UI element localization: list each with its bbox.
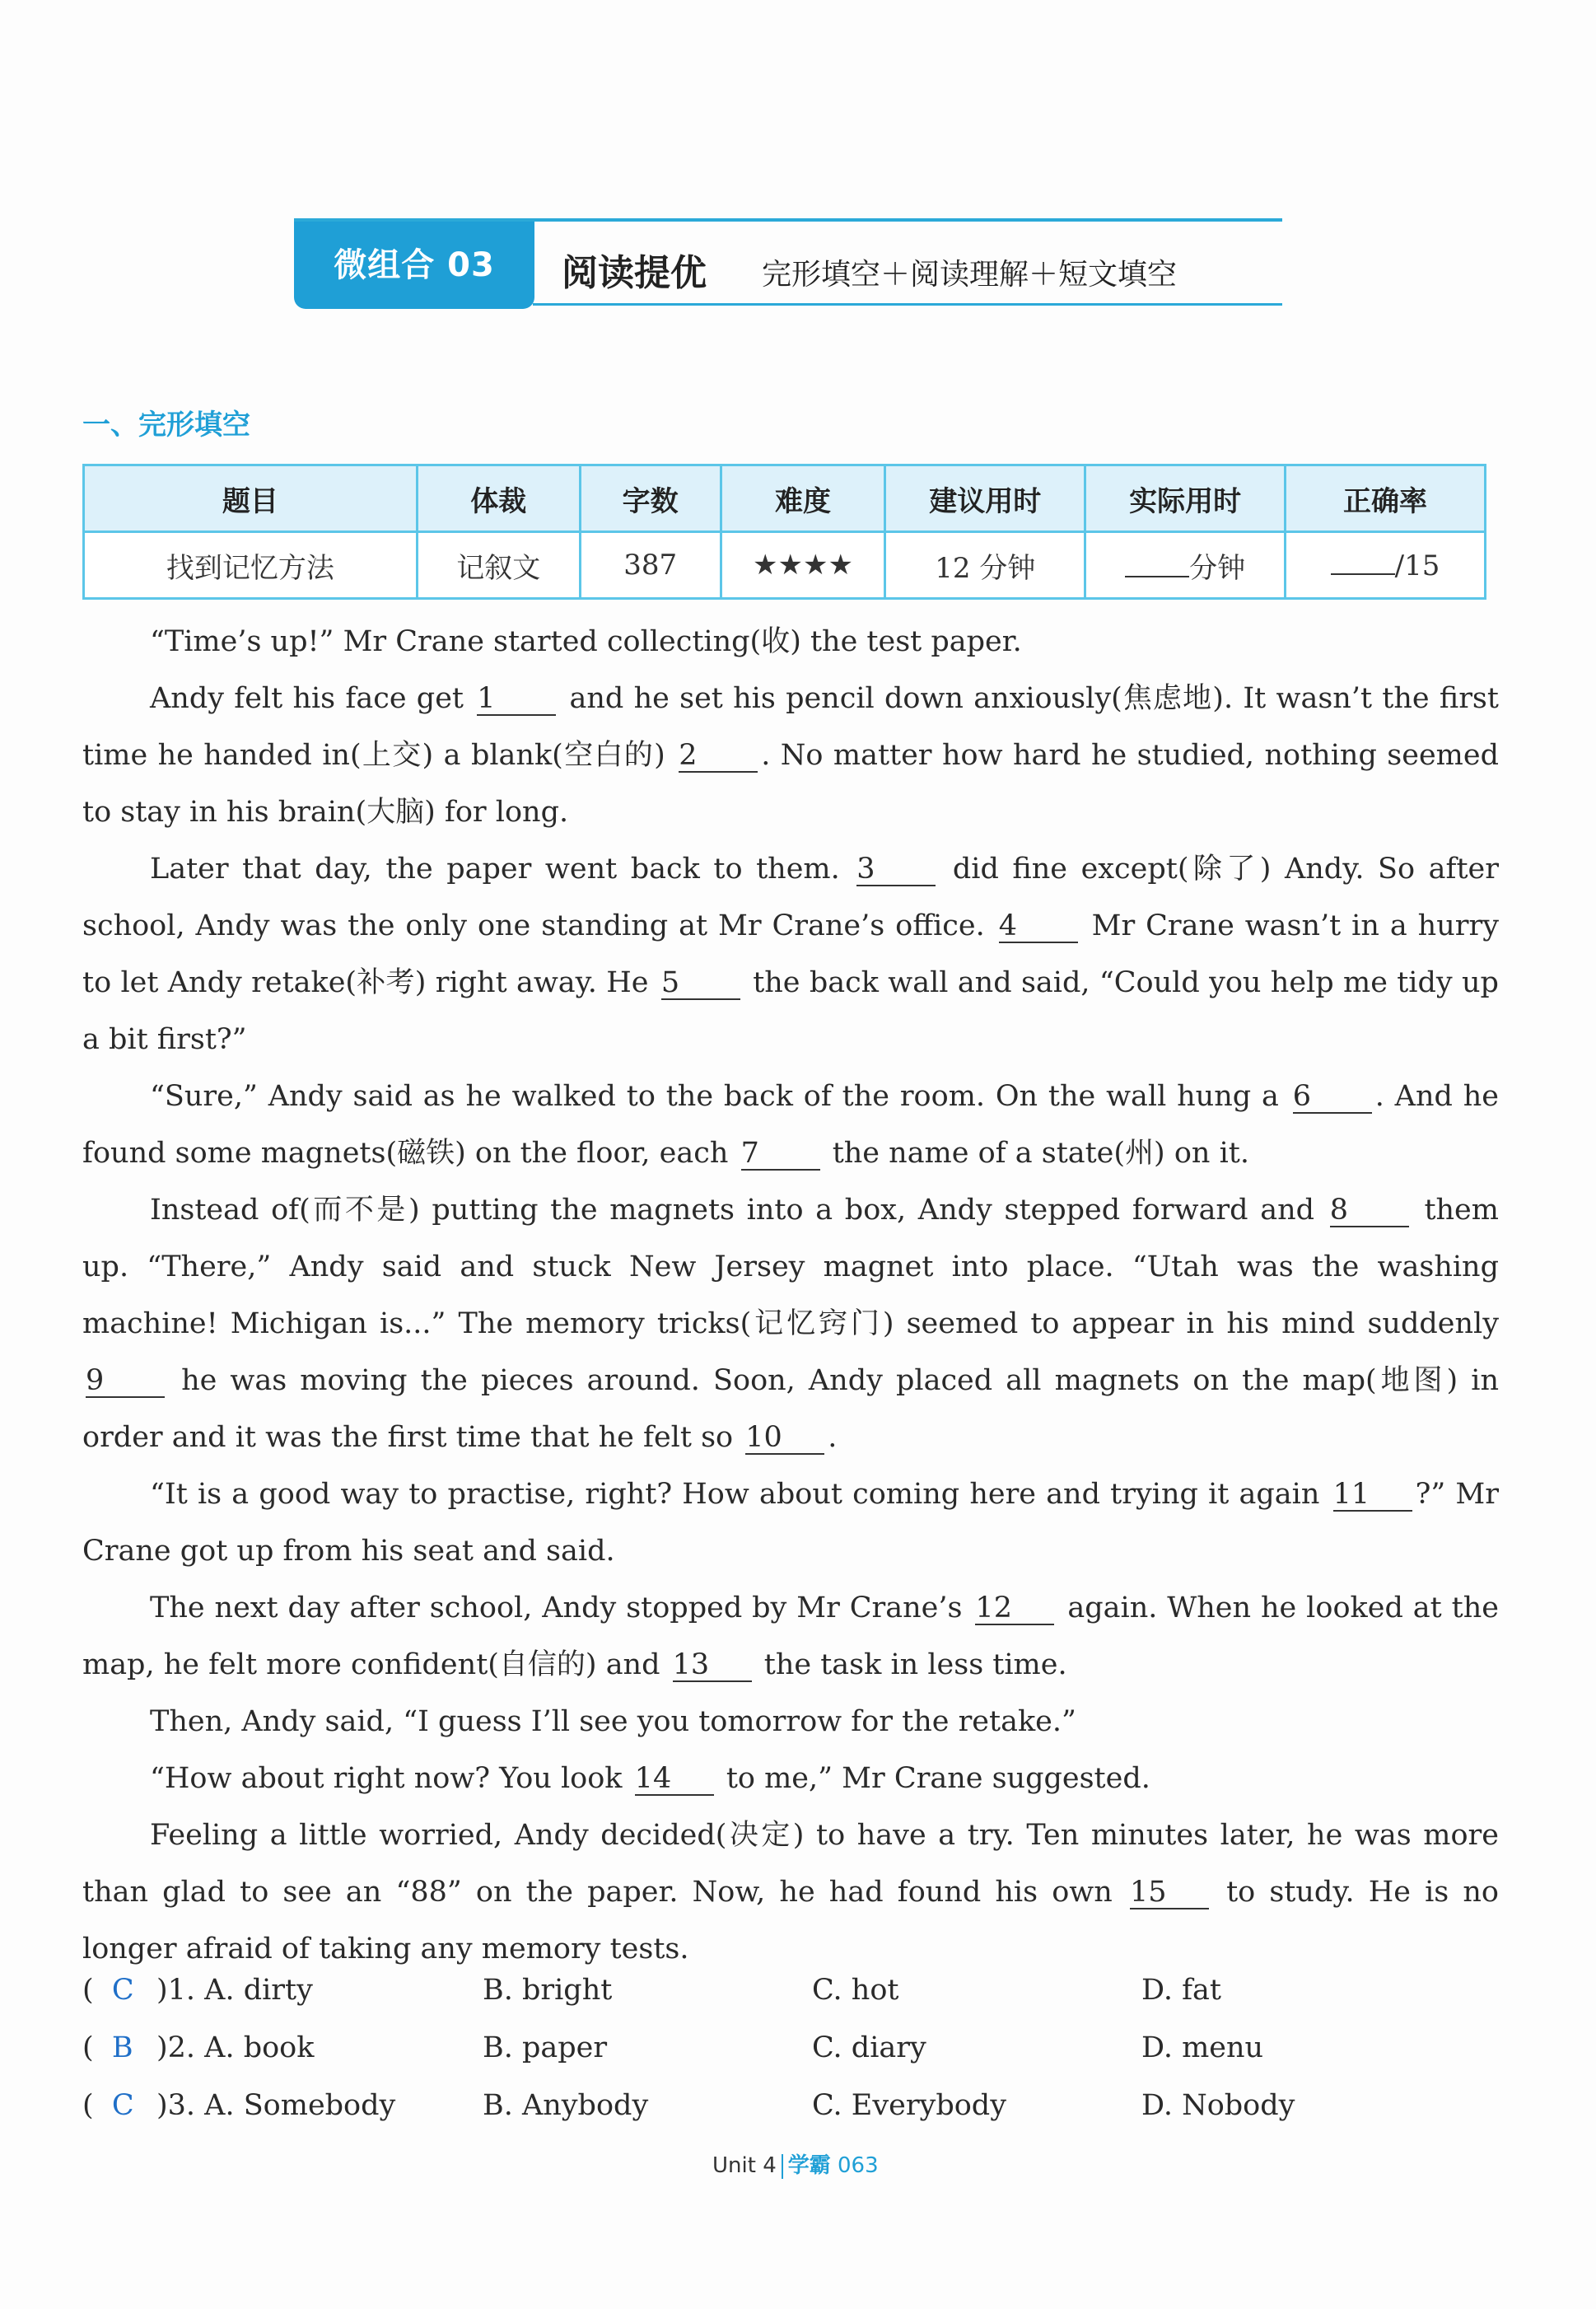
option-b[interactable]: B. Anybody	[483, 2089, 649, 2122]
paragraph-10	[82, 1807, 1499, 1978]
paragraph-9	[82, 1750, 1499, 1807]
page-footer	[712, 2148, 879, 2179]
blank-3[interactable]: 3	[856, 853, 936, 886]
header-actual-time: 实际用时	[1085, 465, 1286, 532]
blank-11[interactable]: 11	[1333, 1479, 1412, 1512]
blank-15[interactable]: 15	[1130, 1877, 1209, 1909]
cell-accuracy[interactable]	[1286, 532, 1486, 599]
answer-letter[interactable]: C	[111, 2089, 134, 2122]
option-a[interactable]: )2. A. book	[156, 2031, 315, 2064]
blank-1[interactable]: 1	[477, 683, 556, 716]
footer-brand: 学霸	[787, 2153, 831, 2178]
text: . No matter how hard he studied, nothing seemed to stay in his brain(大脑) for long.	[82, 739, 1499, 829]
paragraph-2	[82, 671, 1499, 841]
cell-genre: 记叙文	[417, 532, 580, 599]
header-difficulty: 难度	[721, 465, 885, 532]
banner-title: 阅读提优	[562, 252, 707, 294]
header-accuracy: 正确率	[1286, 465, 1486, 532]
cell-words: 387	[580, 532, 721, 599]
answer-bracket[interactable]: ( B	[82, 2031, 133, 2064]
blank-9[interactable]: 9	[86, 1365, 165, 1398]
footer-page-number: 063	[838, 2153, 879, 2178]
blank-5[interactable]: 5	[661, 967, 740, 1000]
text: Andy felt his face get	[150, 682, 464, 715]
text: “How about right now? You look	[150, 1762, 623, 1795]
question-1	[82, 1974, 1499, 2031]
text: “Sure,” Andy said as he walked to the back of the room. On the wall hung a	[150, 1080, 1279, 1113]
option-b[interactable]: B. bright	[483, 1974, 613, 2007]
banner-bottom-rule	[533, 303, 1282, 306]
text: the task in less time.	[763, 1648, 1067, 1681]
paragraph-1	[82, 614, 1499, 671]
text: Mr Crane wasn’t in a hurry to let Andy retake(补考) right away. He	[82, 909, 1499, 999]
option-d[interactable]: D. Nobody	[1141, 2089, 1295, 2122]
paragraph-3	[82, 841, 1499, 1068]
table-header-row	[84, 465, 1486, 532]
text: again. When he looked at the map, he felt more confident(自信的) and	[82, 1592, 1499, 1681]
answer-bracket[interactable]: ( C	[82, 1974, 134, 2007]
table-row	[84, 532, 1486, 599]
text: . And he found some magnets(磁铁) on the floor, each	[82, 1080, 1499, 1170]
text: them up. “There,” Andy said and stuck New Jersey magnet into place. “Utah was the washing machine! Michigan is...” The memory tricks(记忆窍门) seemed to appear in his mind suddenly	[82, 1194, 1499, 1340]
blank-12[interactable]: 12	[975, 1592, 1054, 1625]
section-heading: 一、完形填空	[82, 409, 250, 442]
text: Then, Andy said, “I guess I’ll see you tomorrow for the retake.”	[150, 1705, 1076, 1738]
text: the back wall and said, “Could you help me tidy up a bit first?”	[82, 966, 1499, 1056]
text: he was moving the pieces around. Soon, Andy placed all magnets on the map(地图) in order and it was the first time that he felt so	[82, 1364, 1499, 1454]
header-words: 字数	[580, 465, 721, 532]
option-c[interactable]: C. diary	[812, 2031, 926, 2064]
footer-divider	[782, 2154, 783, 2179]
option-a[interactable]: )1. A. dirty	[156, 1974, 313, 2007]
accuracy-total: /15	[1394, 549, 1440, 582]
cloze-passage	[82, 614, 1499, 1978]
blank-2[interactable]: 2	[679, 740, 758, 773]
text: “It is a good way to practise, right? How about coming here and trying it again	[150, 1478, 1320, 1511]
actual-time-unit: 分钟	[1189, 551, 1246, 585]
cell-difficulty-stars: ★★★★	[721, 532, 885, 599]
blank-14[interactable]: 14	[635, 1763, 714, 1796]
actual-time-blank[interactable]	[1125, 551, 1189, 577]
exercise-info-table	[82, 464, 1486, 600]
text: Later that day, the paper went back to them.	[150, 853, 840, 886]
answer-bracket[interactable]: ( C	[82, 2089, 134, 2122]
text: to me,” Mr Crane suggested.	[726, 1762, 1150, 1795]
blank-7[interactable]: 7	[741, 1138, 820, 1171]
option-a[interactable]: )3. A. Somebody	[156, 2089, 396, 2122]
header-suggested-time: 建议用时	[885, 465, 1085, 532]
option-c[interactable]: C. Everybody	[812, 2089, 1006, 2122]
blank-13[interactable]: 13	[673, 1649, 752, 1682]
blank-4[interactable]: 4	[999, 910, 1078, 943]
option-d[interactable]: D. fat	[1141, 1974, 1221, 2007]
cell-suggested-time: 12 分钟	[885, 532, 1085, 599]
question-options	[82, 1974, 1499, 2147]
footer-unit: Unit 4	[712, 2153, 777, 2178]
paragraph-4	[82, 1068, 1499, 1182]
text: .	[828, 1421, 838, 1454]
paragraph-8	[82, 1694, 1499, 1750]
text: to study. He is no longer afraid of taking any memory tests.	[82, 1876, 1499, 1965]
text: The next day after school, Andy stopped by Mr Crane’s	[150, 1592, 963, 1624]
text: “Time’s up!” Mr Crane started collecting(收) the test paper.	[150, 625, 1022, 658]
accuracy-blank[interactable]	[1331, 549, 1395, 575]
option-d[interactable]: D. menu	[1141, 2031, 1264, 2064]
option-b[interactable]: B. paper	[483, 2031, 608, 2064]
text: the name of a state(州) on it.	[832, 1137, 1249, 1170]
paragraph-7	[82, 1580, 1499, 1694]
blank-10[interactable]: 10	[745, 1422, 824, 1455]
text: Instead of(而不是) putting the magnets into a box, Andy stepped forward and	[150, 1194, 1315, 1227]
text: did fine except(除了) Andy. So after school, Andy was the only one standing at Mr Crane’s office.	[82, 853, 1499, 942]
blank-8[interactable]: 8	[1330, 1194, 1409, 1227]
section-banner	[294, 218, 1282, 313]
banner-tab: 微组合 03	[294, 222, 534, 309]
blank-6[interactable]: 6	[1293, 1081, 1372, 1114]
text: Feeling a little worried, Andy decided(决定) to have a try. Ten minutes later, he was more than glad to see an “88” on the paper. Now, he had found his own	[82, 1819, 1499, 1909]
answer-letter[interactable]: C	[111, 1974, 134, 2007]
text: and he set his pencil down anxiously(焦虑地). It wasn’t the first time he handed in(上交) a blank(空白的)	[82, 682, 1499, 772]
text: ?” Mr Crane got up from his seat and said.	[82, 1478, 1499, 1568]
paragraph-5	[82, 1182, 1499, 1466]
banner-subtitle: 完形填空＋阅读理解＋短文填空	[762, 258, 1178, 292]
cell-actual-time[interactable]	[1085, 532, 1286, 599]
paragraph-6	[82, 1466, 1499, 1580]
question-2	[82, 2031, 1499, 2089]
option-c[interactable]: C. hot	[812, 1974, 899, 2007]
question-3	[82, 2089, 1499, 2147]
header-genre: 体裁	[417, 465, 580, 532]
header-topic: 题目	[84, 465, 418, 532]
answer-letter[interactable]: B	[111, 2031, 133, 2064]
cell-topic: 找到记忆方法	[84, 532, 418, 599]
